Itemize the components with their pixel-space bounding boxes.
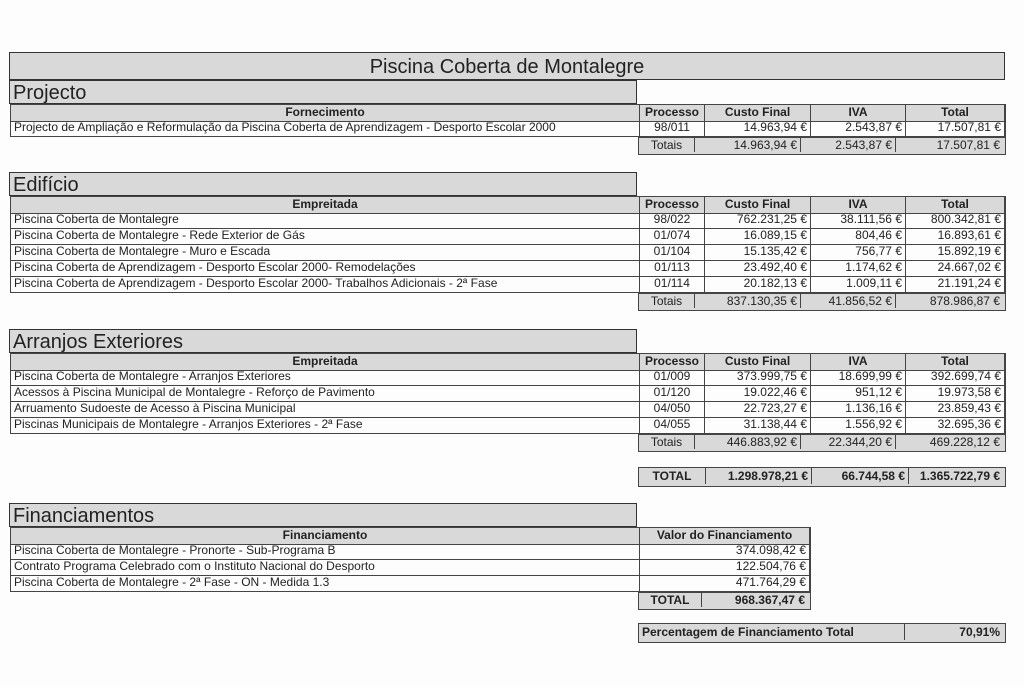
row-iva: 1.556,92 € [810,417,905,433]
table-row [10,417,1006,434]
arranjos-totals-row [638,434,1006,452]
totals-total: 469.228,12 € [895,435,1003,449]
row-processo: 01/114 [639,276,704,292]
row-custo: 22.723,27 € [704,401,810,417]
row-processo: 01/009 [639,369,704,385]
row-custo: 31.138,44 € [704,417,810,433]
row-processo: 01/104 [639,244,704,260]
row-description: Piscina Coberta de Montalegre - Pronorte - Sub-Programa B [14,543,336,557]
edificio-totals-row [638,293,1006,311]
row-iva: 756,77 € [810,244,905,260]
row-description: Piscina Coberta de Montalegre [14,212,179,226]
table-row [10,401,1006,418]
row-description: Piscina Coberta de Montalegre - Rede Exterior de Gás [14,228,305,242]
row-total: 16.893,61 € [905,228,1005,244]
row-valor: 374.098,42 € [639,543,810,559]
row-total: 19.973,58 € [905,385,1005,401]
row-description: Piscinas Municipais de Montalegre - Arranjos Exteriores - 2ª Fase [14,417,363,431]
col-header-total: Total [905,197,1005,213]
table-row [10,559,811,576]
table-row [10,543,811,560]
table-row [10,260,1006,277]
row-custo: 15.135,42 € [704,244,810,260]
grand-total-iva: 66.744,58 € [811,468,908,484]
col-header-financiamento: Financiamento [282,528,368,542]
row-description: Piscina Coberta de Montalegre - 2ª Fase - ON - Medida 1.3 [14,575,330,589]
row-description: Piscina Coberta de Montalegre - Muro e Escada [14,244,271,258]
percentagem-label: Percentagem de Financiamento Total [642,625,854,639]
col-header-processo: Processo [639,105,704,121]
grand-total-label: TOTAL [652,469,692,483]
row-iva: 804,46 € [810,228,905,244]
row-total: 800.342,81 € [905,212,1005,228]
col-header-custo-final: Custo Final [704,105,810,121]
row-iva: 18.699,99 € [810,369,905,385]
row-description: Projecto de Ampliação e Reformulação da Piscina Coberta de Aprendizagem - Desporto Escolar 2000 [14,120,556,134]
row-description: Piscina Coberta de Aprendizagem - Desporto Escolar 2000- Remodelações [14,260,416,274]
totals-label: Totais [650,294,683,308]
row-total: 15.892,19 € [905,244,1005,260]
totals-custo: 14.963,94 € [694,138,800,152]
totals-total: 17.507,81 € [895,138,1003,152]
projecto-totals-row [638,137,1006,155]
totals-label: Totais [650,138,683,152]
row-iva: 38.111,56 € [810,212,905,228]
table-row [10,276,1006,293]
table-row [10,212,1006,229]
financiamentos-total-label: TOTAL [650,593,690,607]
financiamentos-total-value: 968.367,47 € [701,593,808,607]
row-custo: 14.963,94 € [704,120,810,136]
row-total: 23.859,43 € [905,401,1005,417]
table-row [10,120,1006,137]
col-header-iva: IVA [810,105,905,121]
col-header-custo-final: Custo Final [704,354,810,370]
section-title-financiamentos: Financiamentos [9,503,637,527]
row-total: 21.191,24 € [905,276,1005,292]
col-header-processo: Processo [639,354,704,370]
table-row [10,369,1006,386]
row-iva: 2.543,87 € [810,120,905,136]
row-custo: 16.089,15 € [704,228,810,244]
row-processo: 98/022 [639,212,704,228]
row-processo: 01/113 [639,260,704,276]
col-header-processo: Processo [639,197,704,213]
percentagem-value: 70,91% [904,624,1003,640]
row-custo: 20.182,13 € [704,276,810,292]
section-title-projecto: Projecto [9,80,637,104]
totals-iva: 41.856,52 € [800,294,895,308]
financiamentos-total-row [638,592,811,610]
row-description: Acessos à Piscina Municipal de Montalegre - Reforço de Pavimento [14,385,375,399]
col-header-valor-financiamento: Valor do Financiamento [639,528,810,544]
col-header-empreitada: Empreitada [292,354,358,368]
col-header-total: Total [905,354,1005,370]
row-processo: 04/055 [639,417,704,433]
row-processo: 98/011 [639,120,704,136]
table-row [10,575,811,592]
row-processo: 01/074 [639,228,704,244]
row-iva: 1.009,11 € [810,276,905,292]
row-processo: 04/050 [639,401,704,417]
row-total: 17.507,81 € [905,120,1005,136]
totals-custo: 446.883,92 € [694,435,800,449]
row-valor: 471.764,29 € [639,575,810,591]
row-custo: 19.022,46 € [704,385,810,401]
totals-total: 878.986,87 € [895,294,1003,308]
row-total: 24.667,02 € [905,260,1005,276]
row-custo: 762.231,25 € [704,212,810,228]
row-total: 392.699,74 € [905,369,1005,385]
row-description: Arruamento Sudoeste de Acesso à Piscina Municipal [14,401,296,415]
row-description: Piscina Coberta de Montalegre - Arranjos Exteriores [14,369,291,383]
totals-custo: 837.130,35 € [694,294,800,308]
document-title: Piscina Coberta de Montalegre [9,52,1005,80]
percentagem-row [638,623,1006,643]
table-row [10,228,1006,245]
grand-total-custo: 1.298.978,21 € [705,468,811,484]
totals-iva: 2.543,87 € [800,138,895,152]
row-iva: 951,12 € [810,385,905,401]
row-custo: 373.999,75 € [704,369,810,385]
section-title-edificio: Edifício [9,172,637,196]
col-header-empreitada: Empreitada [292,197,358,211]
row-description: Piscina Coberta de Aprendizagem - Desporto Escolar 2000- Trabalhos Adicionais - 2ª Fase [14,276,498,290]
table-row [10,385,1006,402]
grand-total-total: 1.365.722,79 € [908,468,1003,484]
row-iva: 1.136,16 € [810,401,905,417]
row-total: 32.695,36 € [905,417,1005,433]
col-header-custo-final: Custo Final [704,197,810,213]
row-valor: 122.504,76 € [639,559,810,575]
col-header-fornecimento: Fornecimento [285,105,365,119]
row-custo: 23.492,40 € [704,260,810,276]
grand-total-row [638,467,1006,487]
row-iva: 1.174,62 € [810,260,905,276]
row-description: Contrato Programa Celebrado com o Instituto Nacional do Desporto [14,559,375,573]
col-header-total: Total [905,105,1005,121]
table-row [10,244,1006,261]
row-processo: 01/120 [639,385,704,401]
totals-label: Totais [650,435,683,449]
col-header-iva: IVA [810,197,905,213]
col-header-iva: IVA [810,354,905,370]
section-title-arranjos-exteriores: Arranjos Exteriores [9,329,637,353]
totals-iva: 22.344,20 € [800,435,895,449]
